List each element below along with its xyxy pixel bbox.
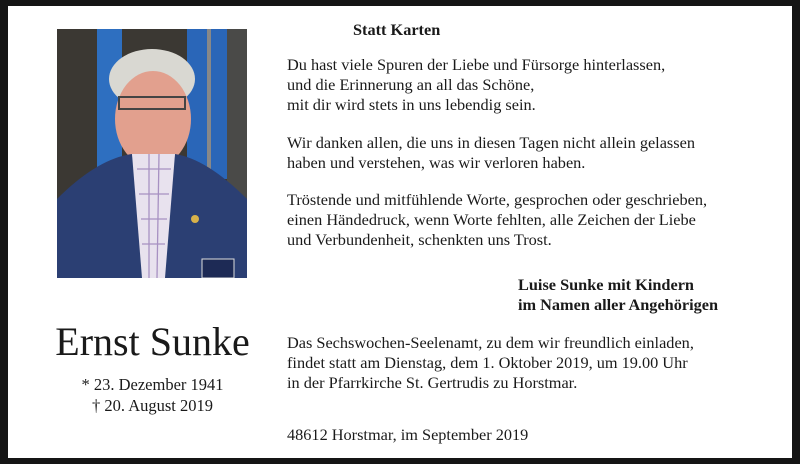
- birth-date: * 23. Dezember 1941: [81, 375, 224, 394]
- death-date: † 20. August 2019: [91, 396, 213, 415]
- thanks-paragraph: [287, 133, 695, 173]
- deceased-name: Ernst Sunke: [55, 319, 250, 364]
- poem-line: Du hast viele Spuren der Liebe und Fürsorge hinterlassen,: [287, 55, 666, 74]
- comfort-line: Tröstende und mitfühlende Worte, gesprochen oder geschrieben,: [287, 190, 708, 209]
- header-statt-karten: Statt Karten: [353, 20, 441, 39]
- thanks-line: Wir danken allen, die uns in diesen Tagen nicht allein gelassen: [287, 133, 695, 152]
- poem-line: mit dir wird stets in uns lebendig sein.: [287, 95, 536, 114]
- mass-line: Das Sechswochen-Seelenamt, zu dem wir freundlich einladen,: [287, 333, 694, 352]
- poem-line: und die Erinnerung an all das Schöne,: [287, 75, 535, 94]
- thanks-line: haben und verstehen, was wir verloren haben.: [287, 153, 586, 172]
- mass-line: findet statt am Dienstag, dem 1. Oktober 2019, um 19.00 Uhr: [287, 353, 688, 372]
- mass-paragraph: [287, 333, 694, 393]
- signature-block: [518, 275, 718, 315]
- portrait-photo: [57, 29, 247, 278]
- signature-line: im Namen aller Angehörigen: [518, 295, 719, 314]
- mass-line: in der Pfarrkirche St. Gertrudis zu Horstmar.: [287, 373, 578, 392]
- comfort-paragraph: [287, 190, 707, 250]
- signature-line: Luise Sunke mit Kindern: [518, 275, 694, 294]
- comfort-line: und Verbundenheit, schenkten uns Trost.: [287, 230, 552, 249]
- place-date: 48612 Horstmar, im September 2019: [287, 425, 529, 444]
- life-dates: [30, 374, 275, 416]
- comfort-line: einen Händedruck, wenn Worte fehlten, alle Zeichen der Liebe: [287, 210, 696, 229]
- poem-paragraph: [287, 55, 665, 115]
